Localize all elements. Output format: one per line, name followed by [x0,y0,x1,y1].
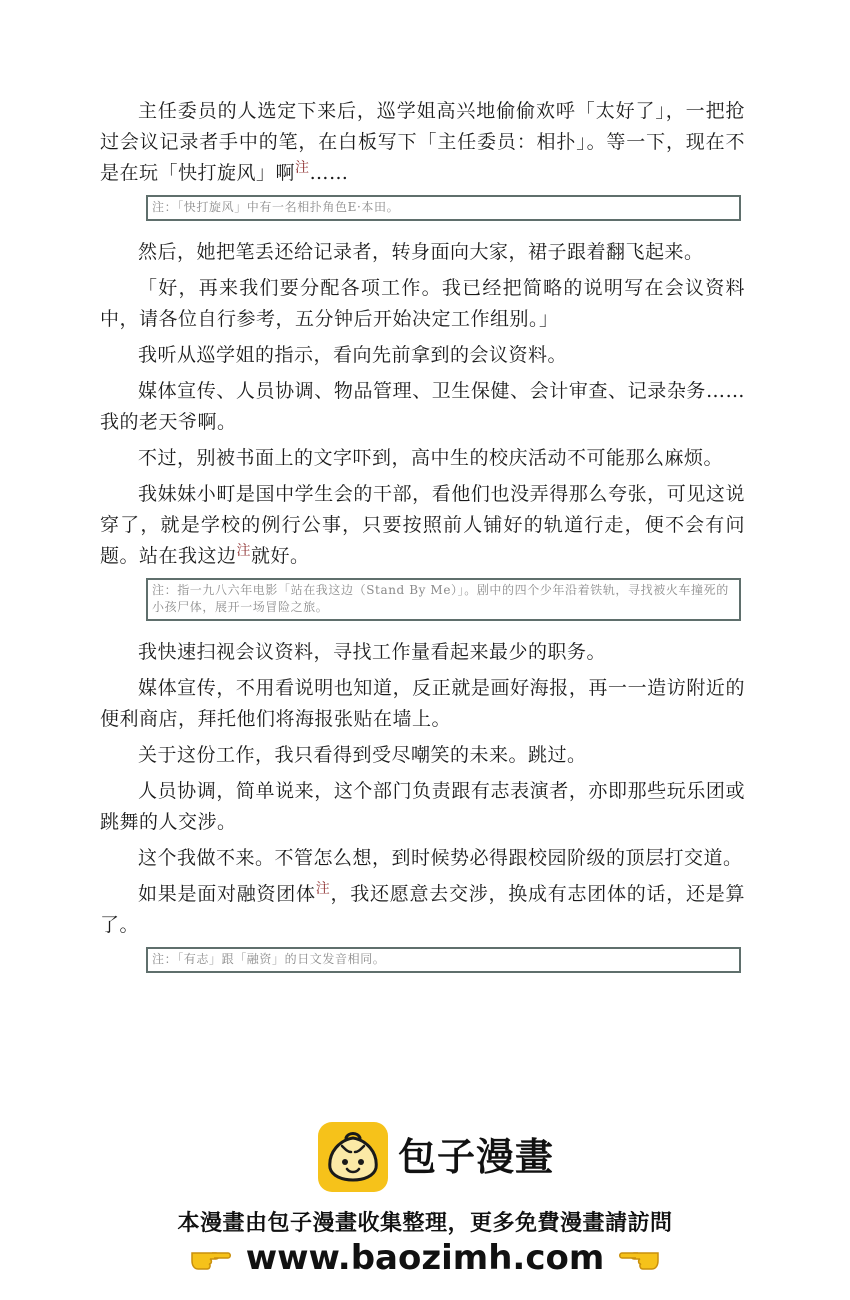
paragraph [100,96,745,189]
paragraph-text: 如果是面对融资团体 [138,883,316,905]
paragraph [100,443,745,474]
text-page [100,96,745,989]
paragraph-text: 主任委员的人选定下来后，巡学姐高兴地偷偷欢呼「太好了」，一把抢过会议记录者手中的笔，在白板写下「主任委员：相扑」。等一下，现在不是在玩「快打旋风」啊 [100,100,745,184]
paragraph [100,879,745,941]
paragraph-text: 关于这份工作，我只看得到受尽嘲笑的未来。跳过。 [138,744,587,766]
footnote-box [146,195,741,221]
footnote-mark[interactable]: 注 [295,160,310,176]
paragraph-text: 人员协调，简单说来，这个部门负责跟有志表演者，亦即那些玩乐团或跳舞的人交涉。 [100,780,745,833]
bun-icon [318,1122,388,1192]
paragraph-text: 我妹妹小町是国中学生会的干部，看他们也没弄得那么夸张，可见这说穿了，就是学校的例行公事，只要按照前人铺好的轨道行走，便不会有问题。站在我这边 [100,483,745,567]
footnote-text: 注：「快打旋风」中有一名相扑角色E·本田。 [152,200,400,214]
paragraph-text: …… [309,162,349,184]
footnote-mark[interactable]: 注 [315,881,331,897]
paragraph [100,340,745,371]
footer-notice: 本漫畫由包子漫畫收集整理，更多免費漫畫請訪問 [177,1211,673,1236]
paragraph-text: 「好，再来我们要分配各项工作。我已经把简略的说明写在会议资料中，请各位自行参考，五分钟后开始决定工作组别。」 [100,277,745,330]
pointing-left-hand-icon [618,1238,660,1282]
footnote-box [146,578,741,621]
footnote-text: 注：「有志」跟「融资」的日文发音相同。 [152,952,386,966]
paragraph [100,637,745,668]
pointing-right-hand-icon [190,1238,232,1282]
paragraph-text: 不过，别被书面上的文字吓到，高中生的校庆活动不可能那么麻烦。 [138,447,724,469]
paragraph [100,237,745,268]
paragraph-text: 然后，她把笔丢还给记录者，转身面向大家，裙子跟着翻飞起来。 [138,241,704,263]
footnote-mark[interactable]: 注 [236,543,252,559]
paragraph [100,479,745,572]
paragraph-text: 媒体宣传、人员协调、物品管理、卫生保健、会计审查、记录杂务……我的老天爷啊。 [100,380,745,433]
paragraph-text: ，我还愿意去交涉，换成有志团体的话，还是算了。 [100,883,745,936]
site-url-link[interactable]: www.baozimh.com [245,1238,605,1278]
paragraph-text: 我快速扫视会议资料，寻找工作量看起来最少的职务。 [138,641,607,663]
paragraph-text: 媒体宣传，不用看说明也知道，反正就是画好海报，再一一造访附近的便利商店，拜托他们将海报张贴在墙上。 [100,677,745,730]
bun-logo-icon [318,1122,388,1192]
paragraph [100,843,745,874]
site-logo[interactable] [318,1122,558,1194]
footer-url-row [0,1236,850,1282]
logo-name: 包子漫畫 [398,1135,555,1179]
paragraph [100,376,745,438]
footnote-box [146,947,741,973]
paragraph [100,776,745,838]
paragraph [100,740,745,771]
paragraph [100,673,745,735]
paragraph-text: 这个我做不来。不管怎么想，到时候势必得跟校园阶级的顶层打交道。 [138,847,743,869]
paragraph [100,273,745,335]
paragraph-text: 就好。 [251,545,310,567]
paragraph-text: 我听从巡学姐的指示，看向先前拿到的会议资料。 [138,344,568,366]
footnote-text: 注：指一九八六年电影「站在我这边（Stand By Me）」。剧中的四个少年沿着铁轨，寻找被火车撞死的小孩尸体，展开一场冒险之旅。 [152,583,729,614]
